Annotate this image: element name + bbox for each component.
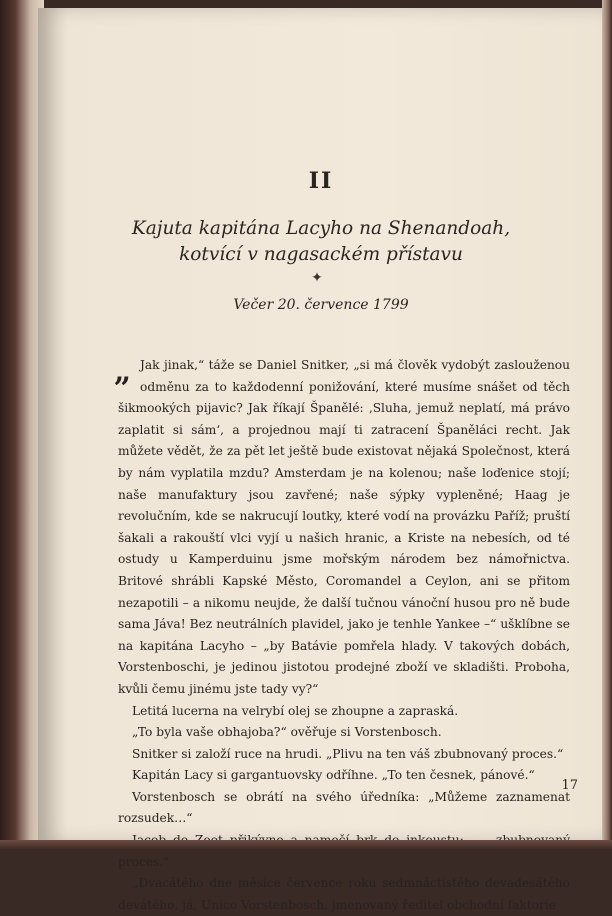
paragraph: „Dvacátého dne měsíce července roku sedmnáctistého devadesátého devátého, já, Unico Vorstenbosch, jmenovaný ředitel obchodní faktorie [118, 876, 570, 912]
paragraph: „To byla vaše obhajoba?“ ověřuje si Vorstenbosch. [132, 725, 442, 740]
book-page [38, 8, 604, 912]
paragraph-text: Jak jinak,“ táže se Daniel Snitker, „si má člověk vydobýt zaslouženou odměnu za to každodenní ponižování, které musíme snášet od těch šikmookých pijavic? Jak říkají Španělé: ‚Sluha, jemuž neplatí, má právo zaplatit si sám‘, a projednou mají ti zatracení Španěláci recht. Jak můžete vědět, že za pět let ještě bude existovat nějaká Společnost, která by nám vyplatila mzdu? Amsterdam je na kolenou; naše loďenice stojí; naše manufaktury jsou zavřené; naše sýpky vypleněné; Haag je revolučním, kde se nakrucují loutky, které vodí na provázku Paříž; pruští šakali a rakouští vlci vyjí u našich hranic, a Kriste na nebesích, od té ostudy u Kamperduinu jsme mořským národem bez námořnictva. Britové shrábli Kapské Město, Coromandel a Ceylon, ani se přitom nezapotili – a nikomu neujde, že další tučnou vánoční husou pro ně bude sama Jáva! Bez neutrálních plavidel, jako je tenhle Yankee –“ ušklíbne se na kapitána Lacyho – „by Batávie pomřela hlady. V takových dobách, Vorstenboschi, je jedinou jistotou prodejné zboží ve skladišti. Proboha, kvůli čemu jinému jste tady vy?“ [118, 358, 570, 696]
chapter-number: II [308, 168, 334, 194]
paragraph [114, 354, 570, 701]
page-number: 17 [561, 778, 578, 793]
paragraph: proces.“ [118, 854, 170, 869]
page-fore-edge [602, 0, 612, 850]
chapter-title-line-2: kotvící v nagasackém přístavu [179, 244, 463, 265]
chapter-dateline: Večer 20. července 1799 [233, 297, 409, 313]
paragraph: Snitker si založí ruce na hrudi. „Plivu na ten váš zbubnovaný proces.“ [132, 746, 564, 761]
chapter-title-line-1: Kajuta kapitána Lacyho na Shenandoah, [131, 218, 511, 239]
body-text [114, 354, 570, 916]
opening-quote-mark: „ [114, 354, 132, 389]
paragraph: Letitá lucerna na velrybí olej se zhoupne a zapraská. [132, 703, 459, 718]
ornament-icon: ✦ [311, 270, 323, 286]
paragraph: Kapitán Lacy si gargantuovsky odříhne. „To ten česnek, pánové.“ [132, 768, 535, 783]
page-bottom-edge [0, 840, 612, 850]
paragraph: Vorstenbosch se obrátí na svého úředníka: „Můžeme zaznamenat rozsudek…“ [118, 789, 570, 826]
chapter-title [38, 216, 604, 268]
